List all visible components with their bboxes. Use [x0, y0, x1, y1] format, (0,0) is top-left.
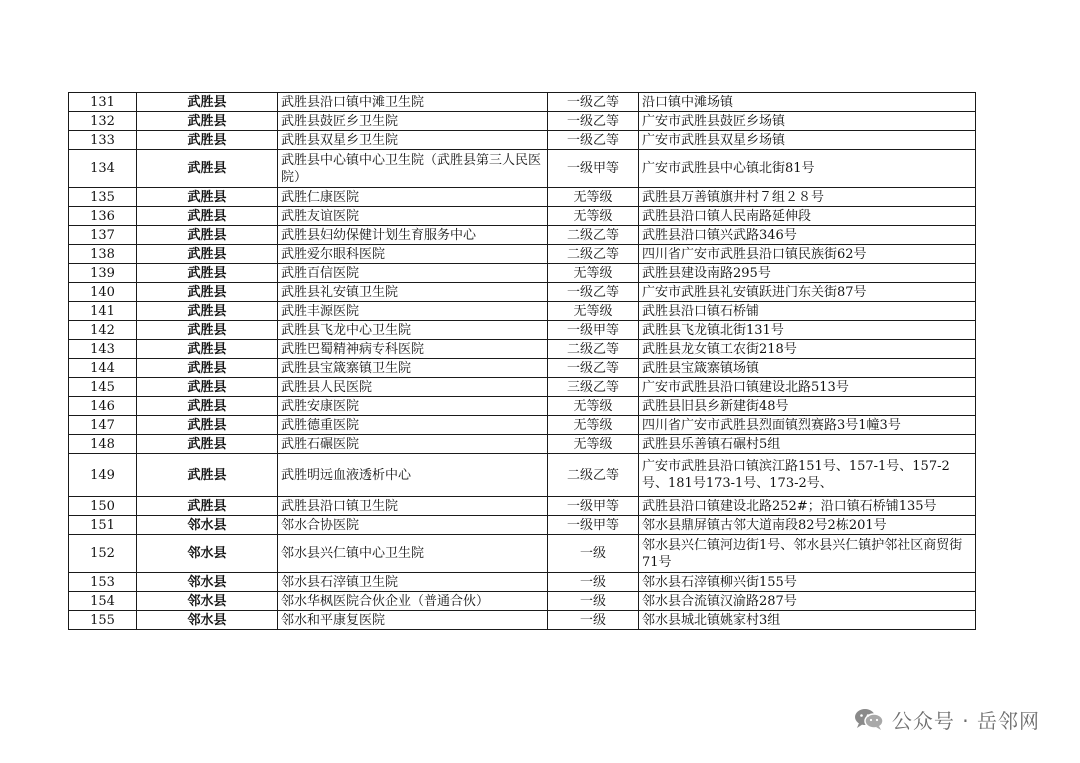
hospital-name-cell: 邻水县兴仁镇中心卫生院	[278, 535, 548, 573]
hospital-name-cell: 武胜县鼓匠乡卫生院	[278, 112, 548, 131]
grade-level-cell: 二级乙等	[548, 454, 639, 497]
grade-level-cell: 无等级	[548, 207, 639, 226]
county-cell: 武胜县	[137, 226, 278, 245]
table-row	[69, 131, 976, 150]
row-number: 145	[69, 378, 137, 397]
grade-level-cell: 一级	[548, 611, 639, 630]
row-number: 154	[69, 592, 137, 611]
watermark	[854, 705, 1040, 733]
grade-level-cell: 一级乙等	[548, 112, 639, 131]
table-row	[69, 454, 976, 497]
hospital-name-cell: 武胜仁康医院	[278, 188, 548, 207]
grade-level-cell: 三级乙等	[548, 378, 639, 397]
grade-level-cell: 二级乙等	[548, 340, 639, 359]
address-cell: 武胜县旧县乡新建街48号	[639, 397, 976, 416]
county-cell: 武胜县	[137, 497, 278, 516]
row-number: 155	[69, 611, 137, 630]
grade-level-cell: 一级乙等	[548, 283, 639, 302]
address-cell: 广安市武胜县双星乡场镇	[639, 131, 976, 150]
county-cell: 邻水县	[137, 535, 278, 573]
row-number: 140	[69, 283, 137, 302]
grade-level-cell: 一级	[548, 592, 639, 611]
address-cell: 武胜县沿口镇人民南路延伸段	[639, 207, 976, 226]
table-row	[69, 340, 976, 359]
table-row	[69, 435, 976, 454]
county-cell: 邻水县	[137, 516, 278, 535]
county-cell: 邻水县	[137, 573, 278, 592]
row-number: 147	[69, 416, 137, 435]
table-row	[69, 573, 976, 592]
county-cell: 武胜县	[137, 245, 278, 264]
hospital-name-cell: 武胜县飞龙中心卫生院	[278, 321, 548, 340]
hospital-name-cell: 武胜县双星乡卫生院	[278, 131, 548, 150]
row-number: 134	[69, 150, 137, 188]
hospital-name-cell: 武胜百信医院	[278, 264, 548, 283]
hospital-name-cell: 武胜德重医院	[278, 416, 548, 435]
hospital-name-cell: 武胜县人民医院	[278, 378, 548, 397]
address-cell: 武胜县建设南路295号	[639, 264, 976, 283]
table-row	[69, 150, 976, 188]
grade-level-cell: 一级乙等	[548, 93, 639, 112]
table-row	[69, 188, 976, 207]
hospital-name-cell: 邻水华枫医院合伙企业（普通合伙）	[278, 592, 548, 611]
address-cell: 邻水县鼎屏镇古邻大道南段82号2栋201号	[639, 516, 976, 535]
hospital-name-cell: 邻水合协医院	[278, 516, 548, 535]
watermark-text: 公众号 · 岳邻网	[891, 708, 1040, 733]
address-cell: 武胜县乐善镇石碾村5组	[639, 435, 976, 454]
county-cell: 武胜县	[137, 378, 278, 397]
address-cell: 广安市武胜县沿口镇建设北路513号	[639, 378, 976, 397]
table-row	[69, 207, 976, 226]
hospital-name-cell: 武胜县宝箴寨镇卫生院	[278, 359, 548, 378]
table-row	[69, 283, 976, 302]
county-cell: 武胜县	[137, 131, 278, 150]
address-cell: 广安市武胜县鼓匠乡场镇	[639, 112, 976, 131]
address-cell: 四川省广安市武胜县沿口镇民族街62号	[639, 245, 976, 264]
county-cell: 武胜县	[137, 150, 278, 188]
grade-level-cell: 无等级	[548, 435, 639, 454]
hospital-name-cell: 武胜县沿口镇卫生院	[278, 497, 548, 516]
address-cell: 武胜县沿口镇建设北路252#；沿口镇石桥铺135号	[639, 497, 976, 516]
wechat-icon	[854, 707, 884, 731]
address-cell: 武胜县万善镇旗井村７组２８号	[639, 188, 976, 207]
table-body	[69, 93, 976, 630]
row-number: 143	[69, 340, 137, 359]
grade-level-cell: 一级乙等	[548, 359, 639, 378]
address-cell: 邻水县合流镇汉渝路287号	[639, 592, 976, 611]
table-row	[69, 592, 976, 611]
county-cell: 武胜县	[137, 454, 278, 497]
grade-level-cell: 二级乙等	[548, 226, 639, 245]
row-number: 133	[69, 131, 137, 150]
table-row	[69, 264, 976, 283]
address-cell: 邻水县石滓镇柳兴街155号	[639, 573, 976, 592]
grade-level-cell: 无等级	[548, 188, 639, 207]
hospital-name-cell: 武胜安康医院	[278, 397, 548, 416]
row-number: 138	[69, 245, 137, 264]
row-number: 141	[69, 302, 137, 321]
county-cell: 武胜县	[137, 435, 278, 454]
row-number: 139	[69, 264, 137, 283]
hospital-name-cell: 邻水和平康复医院	[278, 611, 548, 630]
row-number: 137	[69, 226, 137, 245]
hospital-name-cell: 武胜石碾医院	[278, 435, 548, 454]
address-cell: 广安市武胜县沿口镇滨江路151号、157-1号、157-2号、181号173-1号、173-2号、	[639, 454, 976, 497]
hospital-name-cell: 武胜友谊医院	[278, 207, 548, 226]
address-cell: 广安市武胜县中心镇北街81号	[639, 150, 976, 188]
address-cell: 武胜县飞龙镇北街131号	[639, 321, 976, 340]
hospital-table	[68, 92, 976, 630]
address-cell: 武胜县龙女镇工农街218号	[639, 340, 976, 359]
grade-level-cell: 一级甲等	[548, 321, 639, 340]
hospital-name-cell: 邻水县石滓镇卫生院	[278, 573, 548, 592]
address-cell: 邻水县兴仁镇河边街1号、邻水县兴仁镇护邻社区商贸街71号	[639, 535, 976, 573]
hospital-name-cell: 武胜县礼安镇卫生院	[278, 283, 548, 302]
address-cell: 武胜县沿口镇兴武路346号	[639, 226, 976, 245]
row-number: 151	[69, 516, 137, 535]
row-number: 135	[69, 188, 137, 207]
grade-level-cell: 一级甲等	[548, 150, 639, 188]
table-row	[69, 516, 976, 535]
grade-level-cell: 一级	[548, 573, 639, 592]
row-number: 152	[69, 535, 137, 573]
county-cell: 武胜县	[137, 283, 278, 302]
table-row	[69, 397, 976, 416]
grade-level-cell: 无等级	[548, 302, 639, 321]
row-number: 148	[69, 435, 137, 454]
grade-level-cell: 无等级	[548, 397, 639, 416]
grade-level-cell: 二级乙等	[548, 245, 639, 264]
table-row	[69, 359, 976, 378]
table-row	[69, 302, 976, 321]
table-row	[69, 535, 976, 573]
table-row	[69, 378, 976, 397]
county-cell: 武胜县	[137, 112, 278, 131]
row-number: 131	[69, 93, 137, 112]
grade-level-cell: 一级甲等	[548, 516, 639, 535]
county-cell: 武胜县	[137, 321, 278, 340]
county-cell: 武胜县	[137, 340, 278, 359]
table-row	[69, 245, 976, 264]
hospital-name-cell: 武胜县中心镇中心卫生院（武胜县第三人民医院）	[278, 150, 548, 188]
table-row	[69, 611, 976, 630]
hospital-name-cell: 武胜明远血液透析中心	[278, 454, 548, 497]
county-cell: 武胜县	[137, 397, 278, 416]
grade-level-cell: 一级甲等	[548, 497, 639, 516]
address-cell: 武胜县宝箴寨镇场镇	[639, 359, 976, 378]
county-cell: 邻水县	[137, 592, 278, 611]
row-number: 144	[69, 359, 137, 378]
table-row	[69, 416, 976, 435]
row-number: 146	[69, 397, 137, 416]
hospital-name-cell: 武胜丰源医院	[278, 302, 548, 321]
address-cell: 四川省广安市武胜县烈面镇烈赛路3号1幢3号	[639, 416, 976, 435]
row-number: 150	[69, 497, 137, 516]
row-number: 149	[69, 454, 137, 497]
table-row	[69, 321, 976, 340]
table-row	[69, 112, 976, 131]
table-row	[69, 93, 976, 112]
hospital-name-cell: 武胜巴蜀精神病专科医院	[278, 340, 548, 359]
row-number: 132	[69, 112, 137, 131]
county-cell: 邻水县	[137, 611, 278, 630]
address-cell: 邻水县城北镇姚家村3组	[639, 611, 976, 630]
county-cell: 武胜县	[137, 188, 278, 207]
grade-level-cell: 一级乙等	[548, 131, 639, 150]
county-cell: 武胜县	[137, 359, 278, 378]
grade-level-cell: 一级	[548, 535, 639, 573]
row-number: 142	[69, 321, 137, 340]
row-number: 153	[69, 573, 137, 592]
row-number: 136	[69, 207, 137, 226]
hospital-name-cell: 武胜县妇幼保健计划生育服务中心	[278, 226, 548, 245]
grade-level-cell: 无等级	[548, 416, 639, 435]
hospital-name-cell: 武胜县沿口镇中滩卫生院	[278, 93, 548, 112]
address-cell: 武胜县沿口镇石桥铺	[639, 302, 976, 321]
county-cell: 武胜县	[137, 302, 278, 321]
table-row	[69, 226, 976, 245]
county-cell: 武胜县	[137, 93, 278, 112]
county-cell: 武胜县	[137, 207, 278, 226]
county-cell: 武胜县	[137, 264, 278, 283]
county-cell: 武胜县	[137, 416, 278, 435]
address-cell: 广安市武胜县礼安镇跃进门东关街87号	[639, 283, 976, 302]
table-row	[69, 497, 976, 516]
address-cell: 沿口镇中滩场镇	[639, 93, 976, 112]
hospital-name-cell: 武胜爱尔眼科医院	[278, 245, 548, 264]
grade-level-cell: 无等级	[548, 264, 639, 283]
